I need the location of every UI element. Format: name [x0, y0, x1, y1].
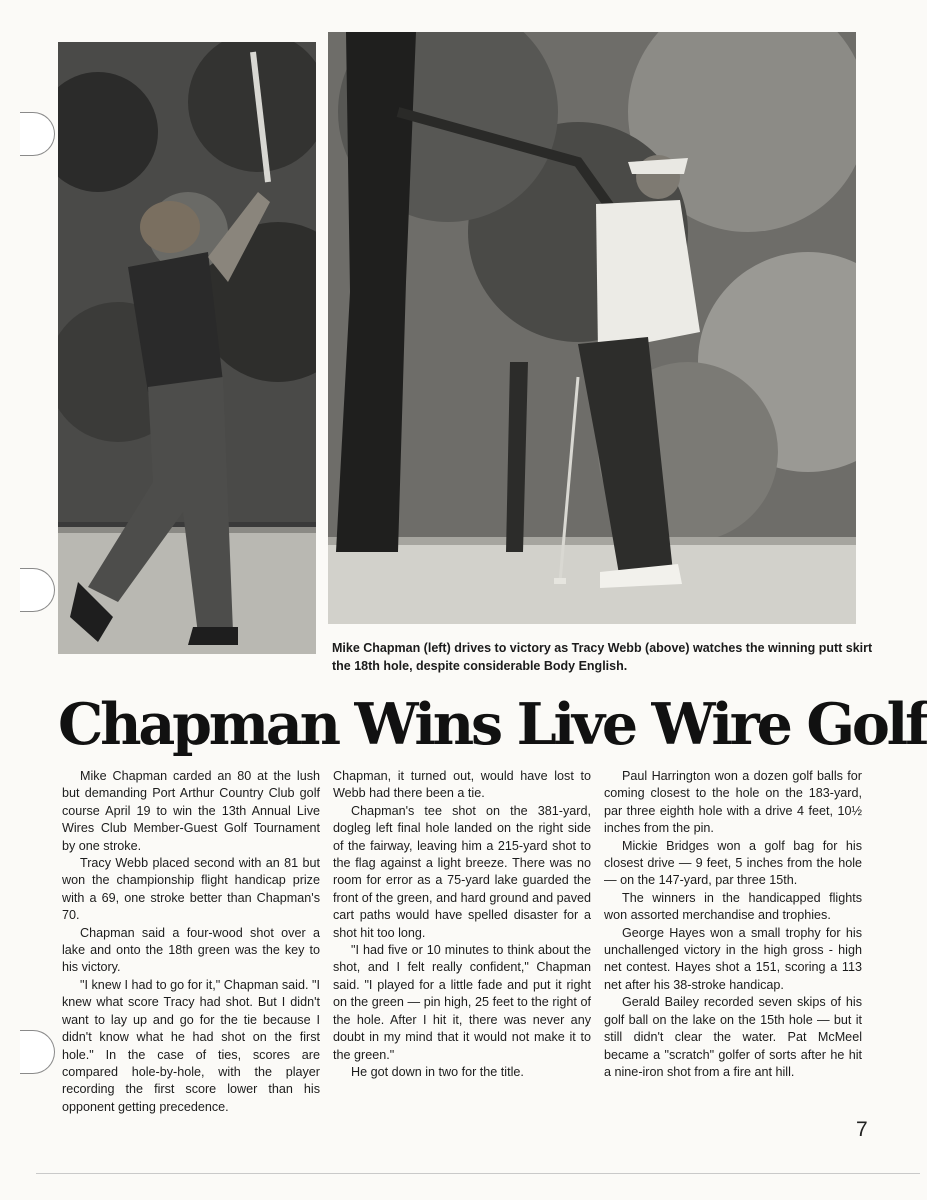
paragraph: Chapman's tee shot on the 381-yard, dogleg left final hole landed on the right side of the fairway, leaving him a 215-yard shot to the flag against a light breeze. There was no room for error as a 75-yard lake guarded the front of the green, and hard ground and paved cart paths would have spelled disaster for a shot hit too long.: [333, 803, 591, 940]
paragraph: Gerald Bailey recorded seven skips of his golf ball on the lake on the 15th hole — but it still didn't clear the water. Pat McMeel became a "scratch" golfer of sorts after he hit a nine-iron shot from a fire ant hill.: [604, 995, 862, 1079]
paragraph: He got down in two for the title.: [351, 1064, 524, 1079]
photo-caption: Mike Chapman (left) drives to victory as Tracy Webb (above) watches the winning putt skirt the 18th hole, despite considerable Body English.: [332, 641, 873, 673]
paragraph: The winners in the handicapped flights won assorted merchandise and trophies.: [604, 890, 862, 923]
paragraph: Chapman said a four-wood shot over a lake and onto the 18th green was the key to his victory.: [62, 925, 320, 975]
binder-hole-top: [20, 112, 55, 156]
article-column-2: [333, 768, 591, 1081]
binder-hole-bottom: [20, 1030, 55, 1074]
paragraph: Mickie Bridges won a golf bag for his closest drive — 9 feet, 5 inches from the hole — on the 147-yard, par three 15th.: [604, 838, 862, 888]
binder-hole-middle: [20, 568, 55, 612]
paragraph: Tracy Webb placed second with an 81 but won the championship flight handicap prize with a 69, one stroke better than Chapman's 70.: [62, 856, 320, 923]
article-column-1: [62, 768, 320, 1116]
bottom-rule: [36, 1173, 920, 1174]
paragraph: Paul Harrington won a dozen golf balls for coming closest to the hole on the 183-yard, par three eighth hole with a drive 4 feet, 10½ inches from the pin.: [604, 769, 862, 836]
article-column-3: [604, 768, 862, 1081]
paragraph: "I had five or 10 minutes to think about the shot, and I felt really confident," Chapman said. "I played for a little fade and put it right on the green — pin high, 25 feet to the right of the hole. After I hit it, there was never any doubt in my mind that it would not make it to the green.": [333, 943, 591, 1062]
paragraph: Chapman, it turned out, would have lost to Webb had there been a tie.: [333, 769, 591, 801]
paragraph: "I knew I had to go for it," Chapman said. "I knew what score Tracy had shot. But I didn't want to lay up and go for the tie because I didn't know what he had shot on the first hole." In the case of ties, scores are compared hole-by-hole, with the player recording the first score lower than his opponent getting precedence.: [62, 977, 320, 1114]
photo-right-golfer: [328, 32, 856, 624]
photo-left-golfer: [58, 42, 316, 654]
paragraph: George Hayes won a small trophy for his unchallenged victory in the high gross - high net contest. Hayes shot a 151, scoring a 113 net after his 38-stroke handicap.: [604, 925, 862, 992]
page-number: 7: [856, 1118, 868, 1141]
headline: Chapman Wins Live Wire Golf: [58, 691, 927, 758]
paragraph: Mike Chapman carded an 80 at the lush but demanding Port Arthur Country Club golf course April 19 to win the 13th Annual Live Wires Club Member-Guest Golf Tournament by one stroke.: [62, 769, 320, 853]
